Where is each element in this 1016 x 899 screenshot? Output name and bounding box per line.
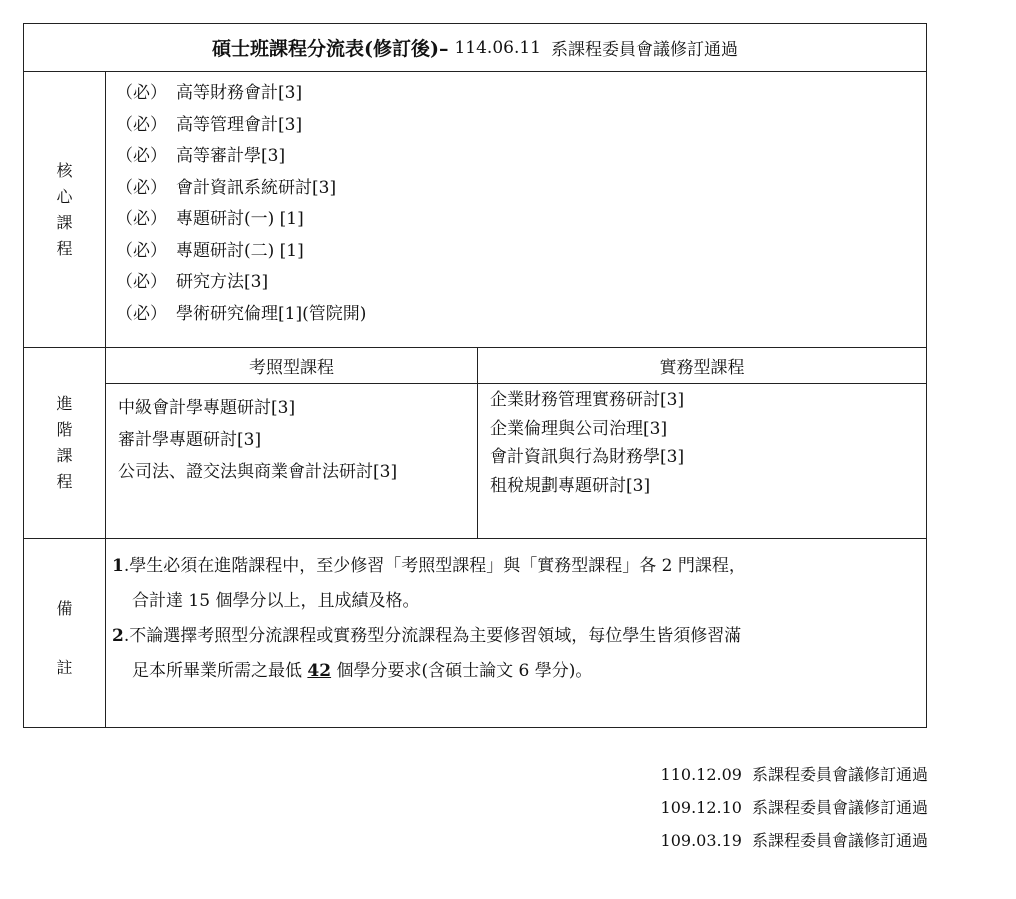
note-text: 個學分要求(含碩士論文 6 學分)。 bbox=[331, 661, 593, 681]
revision-date: 110.12.09 bbox=[660, 765, 742, 784]
revision-entry bbox=[661, 791, 928, 824]
notes-label-char: 備 bbox=[56, 598, 73, 618]
curriculum-table bbox=[23, 23, 927, 728]
practice-track-header: 實務型課程 bbox=[478, 348, 926, 384]
core-course-item bbox=[116, 299, 926, 331]
required-marker: （必） bbox=[116, 114, 167, 135]
core-course-item bbox=[116, 110, 926, 142]
core-label-char: 程 bbox=[56, 238, 73, 258]
license-course: 審計學專題研討[3] bbox=[118, 430, 262, 450]
note-number: 1 bbox=[112, 556, 124, 576]
core-course-item bbox=[116, 141, 926, 173]
core-course-name: 會計資訊系統研討[3] bbox=[176, 177, 337, 198]
advanced-courses-row bbox=[24, 348, 926, 539]
advanced-tracks bbox=[106, 348, 926, 538]
core-course-item bbox=[116, 78, 926, 110]
practice-track bbox=[478, 348, 926, 538]
core-courses-row bbox=[24, 72, 926, 348]
revision-date: 109.03.19 bbox=[660, 831, 742, 850]
advanced-label-char: 階 bbox=[56, 420, 73, 439]
core-course-list bbox=[106, 72, 926, 347]
core-course-item bbox=[116, 267, 926, 299]
core-label-char: 核 bbox=[56, 160, 73, 180]
revision-text: 系課程委員會議修訂通過 bbox=[751, 831, 928, 850]
minimum-credits: 42 bbox=[307, 661, 332, 681]
core-course-name: 專題研討(一) [1] bbox=[176, 209, 304, 229]
practice-track-list bbox=[478, 384, 926, 500]
title-date: 114.06.11 bbox=[454, 37, 541, 58]
core-course-name: 高等審計學[3] bbox=[176, 146, 286, 166]
core-course-name: 高等管理會計[3] bbox=[176, 114, 303, 135]
core-label bbox=[24, 72, 106, 347]
note-1 bbox=[112, 549, 926, 584]
note-number: 2 bbox=[112, 626, 124, 646]
required-marker: （必） bbox=[116, 177, 167, 198]
core-label-char: 課 bbox=[56, 212, 73, 232]
core-course-name: 學術研究倫理[1](管院開) bbox=[176, 303, 367, 324]
required-marker: （必） bbox=[116, 83, 167, 103]
core-course-name: 研究方法[3] bbox=[176, 272, 269, 292]
notes-body bbox=[106, 539, 926, 727]
practice-course: 會計資訊與行為財務學[3] bbox=[490, 447, 685, 467]
license-track bbox=[106, 348, 478, 538]
core-course-item bbox=[116, 173, 926, 205]
revision-entry bbox=[661, 824, 928, 857]
practice-course: 租稅規劃專題研討[3] bbox=[490, 475, 651, 496]
required-marker: （必） bbox=[116, 209, 167, 229]
practice-course: 企業財務管理實務研討[3] bbox=[490, 390, 685, 410]
title-suffix: 系課程委員會議修訂通過 bbox=[551, 40, 738, 60]
required-marker: （必） bbox=[116, 146, 167, 166]
note-text: .學生必須在進階課程中，至少修習「考照型課程」與「實務型課程」各 2 門課程， bbox=[123, 556, 746, 576]
notes-label bbox=[24, 539, 106, 727]
title-main: 碩士班課程分流表(修訂後)– bbox=[211, 38, 449, 60]
advanced-label bbox=[24, 348, 106, 538]
note-1-continuation: 合計達 15 個學分以上，且成績及格。 bbox=[132, 591, 420, 611]
core-label-char: 心 bbox=[56, 186, 73, 206]
required-marker: （必） bbox=[116, 240, 167, 261]
required-marker: （必） bbox=[116, 272, 167, 292]
core-course-name: 專題研討(二) [1] bbox=[176, 240, 304, 261]
revision-date: 109.12.10 bbox=[660, 798, 742, 817]
required-marker: （必） bbox=[116, 303, 167, 324]
note-2 bbox=[112, 619, 926, 654]
table-title bbox=[24, 24, 926, 72]
revision-entry bbox=[661, 758, 928, 791]
core-course-item bbox=[116, 204, 926, 236]
note-text: .不論選擇考照型分流課程或實務型分流課程為主要修習領域，每位學生皆須修習滿 bbox=[123, 626, 742, 646]
note-2-continuation bbox=[112, 654, 926, 689]
license-track-list bbox=[106, 384, 477, 488]
practice-course: 企業倫理與公司治理[3] bbox=[490, 418, 668, 439]
license-course: 公司法、證交法與商業會計法研討[3] bbox=[118, 462, 398, 482]
core-course-item bbox=[116, 236, 926, 268]
license-course: 中級會計學專題研討[3] bbox=[118, 398, 296, 418]
notes-row bbox=[24, 539, 926, 727]
advanced-label-char: 課 bbox=[56, 446, 73, 465]
note-text: 足本所畢業所需之最低 bbox=[132, 661, 308, 681]
license-track-header: 考照型課程 bbox=[106, 348, 477, 384]
revision-history bbox=[661, 758, 928, 857]
advanced-label-char: 程 bbox=[56, 472, 73, 491]
core-course-name: 高等財務會計[3] bbox=[176, 83, 303, 103]
notes-label-char: 註 bbox=[56, 657, 73, 677]
advanced-label-char: 進 bbox=[56, 394, 73, 413]
revision-text: 系課程委員會議修訂通過 bbox=[751, 765, 928, 784]
revision-text: 系課程委員會議修訂通過 bbox=[751, 798, 928, 817]
